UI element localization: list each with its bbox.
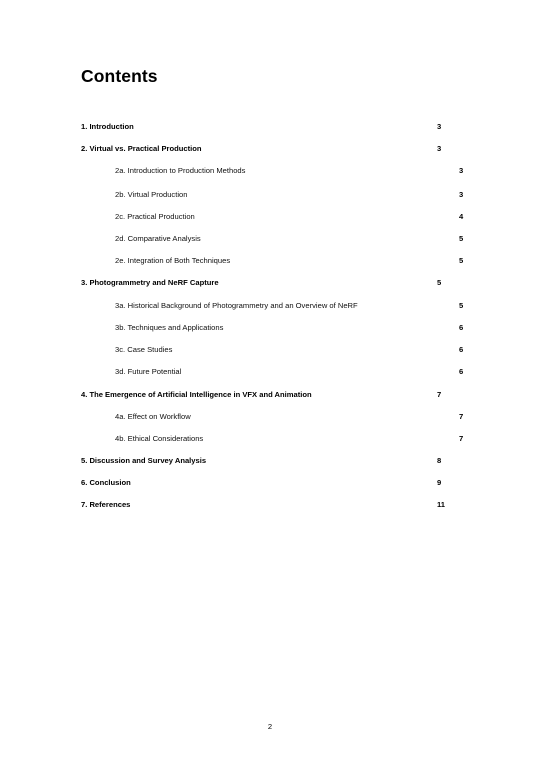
toc-entry-label: 2c. Practical Production [115,212,195,221]
toc-entry-label: 2d. Comparative Analysis [115,234,201,243]
toc-entry-virtual-vs-practical[interactable] [0,142,540,156]
toc-entry-label: 3a. Historical Background of Photogrammetry and an Overview of NeRF [115,301,358,310]
page-number: 2 [267,722,273,731]
toc-entry-page: 3 [459,190,464,199]
toc-entry-label: 5. Discussion and Survey Analysis [81,456,207,465]
toc-entry-label: 3d. Future Potential [115,367,182,376]
toc-entry-label: 2a. Introduction to Production Methods [115,166,246,175]
toc-entry-page: 5 [459,234,464,243]
toc-entry-page: 6 [459,323,464,332]
toc-entry-2b[interactable] [0,188,540,202]
toc-entry-page: 5 [437,278,442,287]
toc-entry-label: 4. The Emergence of Artificial Intelligence in VFX and Animation [81,390,312,399]
toc-entry-label: 4b. Ethical Considerations [115,434,204,443]
toc-entry-discussion[interactable] [0,454,540,468]
toc-entry-page: 11 [437,500,446,509]
toc-entry-page: 7 [459,434,464,443]
toc-entry-label: 2b. Virtual Production [115,190,188,199]
toc-entry-4b[interactable] [0,432,540,446]
toc-entry-introduction[interactable] [0,120,540,134]
toc-entry-label: 2. Virtual vs. Practical Production [81,144,202,153]
toc-entry-2e[interactable] [0,254,540,268]
toc-entry-3c[interactable] [0,343,540,357]
toc-entry-page: 8 [437,456,442,465]
toc-entry-label: 1. Introduction [81,122,134,131]
toc-entry-label: 4a. Effect on Workflow [115,412,191,421]
toc-entry-conclusion[interactable] [0,476,540,490]
toc-entry-2c[interactable] [0,210,540,224]
toc-entry-label: 6. Conclusion [81,478,131,487]
toc-entry-page: 4 [459,212,464,221]
toc-entry-3b[interactable] [0,321,540,335]
toc-entry-4a[interactable] [0,410,540,424]
toc-entry-photogrammetry[interactable] [0,276,540,290]
toc-entry-page: 7 [459,412,464,421]
toc-entry-3a[interactable] [0,299,540,313]
toc-entry-label: 3b. Techniques and Applications [115,323,224,332]
toc-entry-page: 9 [437,478,442,487]
toc-entry-2a[interactable] [0,164,540,178]
toc-entry-label: 3. Photogrammetry and NeRF Capture [81,278,219,287]
toc-entry-page: 6 [459,345,464,354]
toc-entry-page: 6 [459,367,464,376]
toc-entry-page: 3 [459,166,464,175]
toc-entry-page: 5 [459,301,464,310]
toc-entry-label: 2e. Integration of Both Techniques [115,256,231,265]
toc-entry-2d[interactable] [0,232,540,246]
toc-entry-page: 5 [459,256,464,265]
toc-entry-3d[interactable] [0,365,540,379]
toc-entry-page: 7 [437,390,442,399]
toc-entry-label: 3c. Case Studies [115,345,173,354]
toc-entry-references[interactable] [0,498,540,512]
toc-entry-label: 7. References [81,500,131,509]
toc-entry-ai-emergence[interactable] [0,388,540,402]
toc-entry-page: 3 [437,144,442,153]
toc-entry-page: 3 [437,122,442,131]
page-title: Contents [81,66,158,86]
